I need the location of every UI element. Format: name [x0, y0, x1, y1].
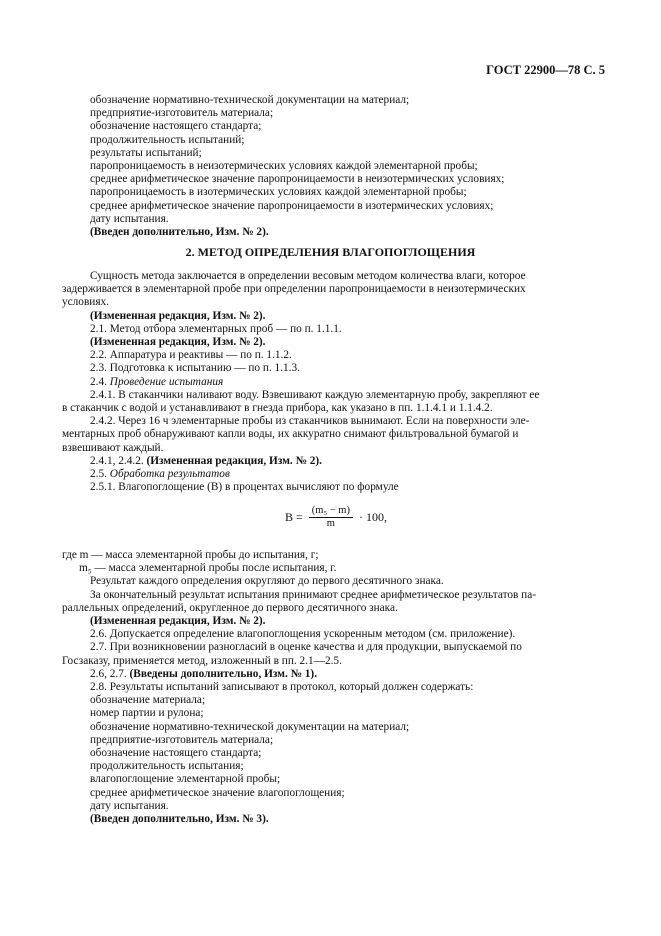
list-item: обозначение материала; [90, 694, 206, 707]
clause-number: 2.4.1, 2.4.2. [90, 454, 144, 467]
clause-2-8: 2.8. Результаты испытаний записывают в протокол, который должен содержать: [90, 681, 474, 694]
clause-2-7: Госзаказу, применяется метод, изложенный в пп. 2.1—2.5. [62, 654, 342, 667]
list-item: дату испытания. [90, 212, 169, 225]
list-item: предприятие-изготовитель материала; [90, 107, 274, 120]
list-item: паропроницаемость в изотермических условиях каждой элементарной пробы; [90, 186, 467, 199]
final-result: раллельных определений, округленное до первого десятичного знака. [62, 601, 398, 614]
intro-line: условиях. [62, 296, 109, 309]
clause-2-4 [62, 376, 602, 389]
list-item: паропроницаемость в неизотермических условиях каждой элементарной пробы; [90, 160, 478, 173]
list-item: продолжительность испытаний; [90, 133, 245, 146]
list-item: среднее арифметическое значение паропроницаемости в неизотермических условиях; [90, 173, 505, 186]
clause-2-4-2: 2.4.2. Через 16 ч элементарные пробы из стаканчиков вынимают. Если на поверхности эле- [90, 415, 530, 428]
final-result: За окончательный результат испытания принимают среднее арифметическое результатов па- [90, 588, 536, 601]
formula-lhs: B = [285, 509, 303, 524]
formula-fraction [309, 505, 353, 530]
clause-2-2: 2.2. Аппаратура и реактивы — по п. 1.1.2. [90, 349, 292, 362]
amendment-note: (Измененная редакция, Изм. № 2). [90, 336, 266, 349]
list-item: обозначение нормативно-технической документации на материал; [90, 720, 410, 733]
page-header: ГОСТ 22900—78 С. 5 [486, 63, 605, 77]
clause-2-4-2: ментарных проб обнаруживают капли воды, их аккуратно снимают фильтровальной бумагой и [62, 428, 519, 441]
list-item: влагопоглощение элементарной пробы; [90, 773, 281, 786]
clause-2-4-1: в стаканчик с водой и устанавливают в гнезда прибора, как указано в пп. 1.1.4.1 и 1.1.4.2. [62, 402, 493, 415]
clause-2-4-note [62, 455, 602, 468]
list-item: обозначение настоящего стандарта; [90, 747, 262, 760]
clause-number: 2.5. [90, 468, 107, 481]
clause-2-5 [62, 468, 602, 481]
clause-title: Проведение испытания [109, 375, 224, 388]
clause-2-4-2: взвешивают каждый. [62, 441, 164, 454]
amendment-note: (Измененная редакция, Изм. № 2). [90, 309, 266, 322]
formula-denominator: m [326, 518, 335, 529]
formula-rhs: · 100, [358, 509, 387, 524]
formula-numerator: (m₅ − m) [309, 505, 353, 518]
list-item: обозначение настоящего стандарта; [90, 120, 262, 133]
amendment-note: (Измененная редакция, Изм. № 2). [90, 615, 266, 628]
amendment-note: (Измененная редакция, Изм. № 2). [146, 454, 322, 467]
intro-line: Сущность метода заключается в определении весовым методом количества влаги, которое [90, 270, 526, 282]
amendment-note: (Введен дополнительно, Изм. № 3). [90, 813, 269, 826]
clause-2-6: 2.6. Допускается определение влагопоглощения ускоренным методом (см. приложение). [90, 628, 516, 641]
top-list [90, 94, 610, 239]
list-item: среднее арифметическое значение паропроницаемости в изотермических условиях; [90, 199, 494, 212]
clause-2-6-2-7-note [62, 668, 602, 681]
amendment-note: (Введен дополнительно, Изм. № 2). [90, 226, 269, 239]
where-line: где m — масса элементарной пробы до испытания, г; [62, 549, 319, 561]
intro-line: задерживается в элементарной пробе при определении паропроницаемости в неизотермических [62, 283, 526, 296]
clause-2-1: 2.1. Метод отбора элементарных проб — по п. 1.1.1. [90, 322, 342, 335]
section-body-continued [62, 549, 602, 826]
clause-number: 2.6, 2.7. [90, 667, 127, 680]
formula [285, 505, 387, 530]
clause-2-5-1: 2.5.1. Влагопоглощение (В) в процентах вычисляют по формуле [90, 481, 399, 494]
clause-2-7: 2.7. При возникновении разногласий в оценке качества и для продукции, выпускаемой по [90, 641, 522, 654]
list-item: результаты испытаний; [90, 146, 202, 159]
clause-title: Обработка результатов [109, 468, 230, 481]
list-item: номер партии и рулона; [90, 707, 204, 720]
section-title: 2. МЕТОД ОПРЕДЕЛЕНИЯ ВЛАГОПОГЛОЩЕНИЯ [185, 245, 476, 259]
rounding-rule: Результат каждого определения округляют до первого десятичного знака. [90, 575, 444, 588]
clause-number: 2.4. [90, 375, 107, 388]
list-item: предприятие-изготовитель материала; [90, 733, 274, 746]
where-line: m₅ — масса элементарной пробы после испытания, г. [79, 562, 337, 575]
list-item: продолжительность испытания; [90, 760, 244, 773]
list-item: дату испытания. [90, 799, 169, 812]
amendment-note: (Введены дополнительно, Изм. № 1). [129, 667, 318, 680]
clause-2-4-1: 2.4.1. В стаканчики наливают воду. Взвешивают каждую элементарную пробу, закрепляют ее [90, 388, 540, 401]
list-item: обозначение нормативно-технической документации на материал; [90, 94, 410, 106]
list-item: среднее арифметическое значение влагопоглощения; [90, 786, 345, 799]
section-body [62, 270, 602, 494]
clause-2-3: 2.3. Подготовка к испытанию — по п. 1.1.3. [90, 362, 300, 375]
